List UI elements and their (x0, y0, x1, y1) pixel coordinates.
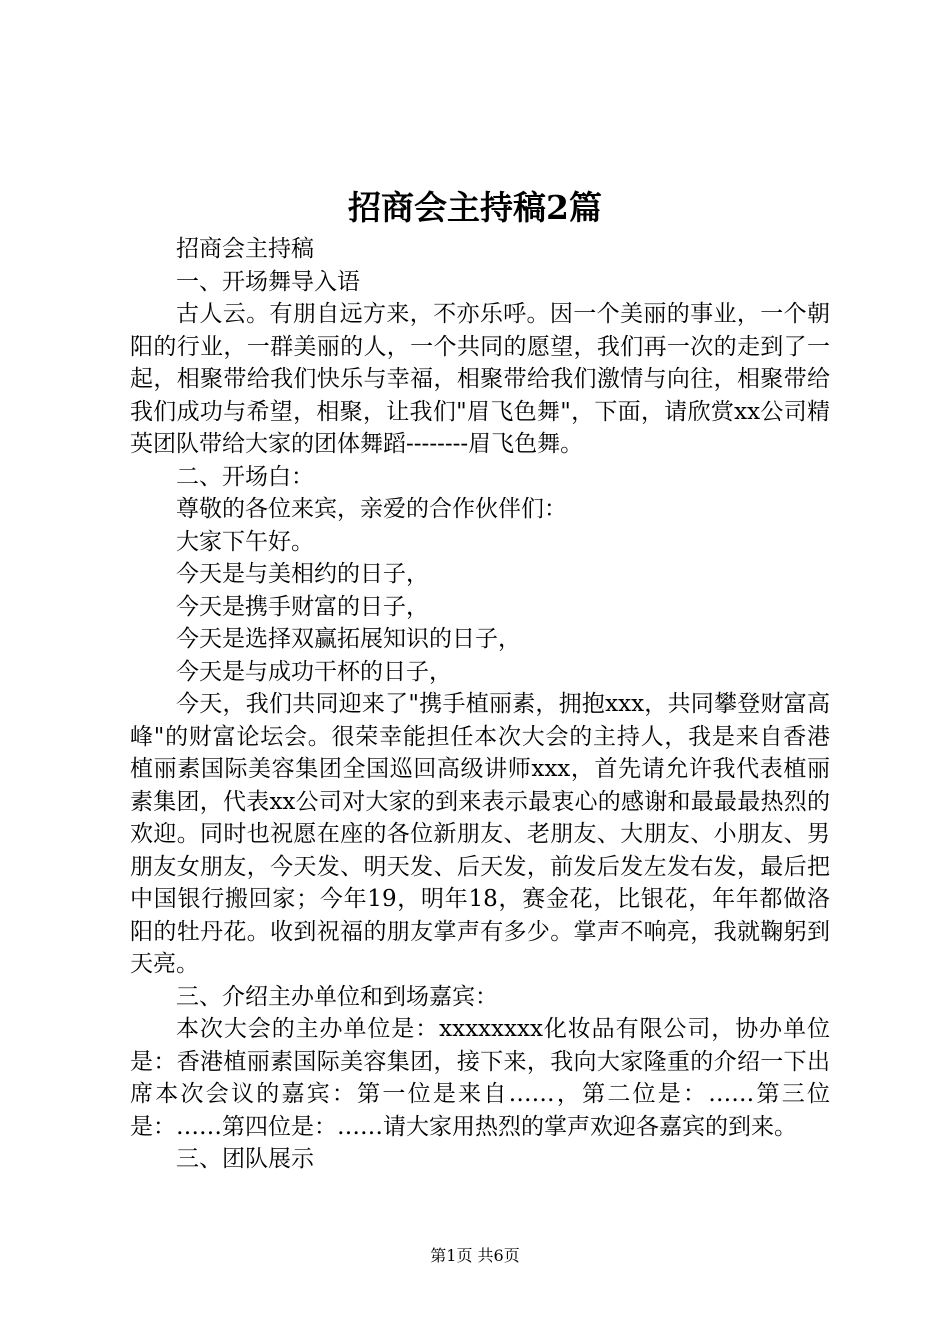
paragraph-organizers: 本次大会的主办单位是：xxxxxxxx化妆品有限公司，协办单位是：香港植丽素国际美容集团，接下来，我向大家隆重的介绍一下出席本次会议的嘉宾：第一位是来自……，第二位是：……第三位是：……第四位是：……请大家用热烈的掌声欢迎各嘉宾的到来。 (130, 1016, 830, 1140)
paragraph-subtitle: 招商会主持稿 (176, 236, 314, 262)
paragraph-today-2: 今天是携手财富的日子， (176, 593, 429, 620)
page-footer: 第1页 共6页 (430, 1246, 520, 1265)
paragraph-forum-intro: 今天，我们共同迎来了"携手植丽素，拥抱xxx，共同攀登财富高峰"的财富论坛会。很荣幸能担任本次大会的主持人，我是来自香港植丽素国际美容集团全国巡回高级讲师xxx，首先请允许我代表植丽素集团，代表xx公司对大家的到来表示最衷心的感谢和最最最热烈的欢迎。同时也祝愿在座的各位新朋友、老朋友、大朋友、小朋友、男朋友女朋友，今天发、明天发、后天发，前发后发左发右发，最后把中国银行搬回家；今年19，明年18，赛金花，比银花，年年都做洛阳的牡丹花。收到祝福的朋友掌声有多少。掌声不响亮，我就鞠躬到天亮。 (130, 691, 830, 977)
paragraph-greeting: 尊敬的各位来宾，亲爱的合作伙伴们： (176, 496, 567, 522)
paragraph-good-afternoon: 大家下午好。 (176, 528, 314, 555)
document-title: 招商会主持稿2篇 (348, 188, 602, 227)
section-heading-opening-remarks: 二、开场白： (176, 463, 314, 490)
section-heading-opening-dance: 一、开场舞导入语 (176, 268, 360, 295)
section-heading-team-show: 三、团队展示 (176, 1146, 314, 1172)
section-heading-organizers: 三、介绍主办单位和到场嘉宾： (176, 983, 498, 1010)
paragraph-opening-dance: 古人云。有朋自远方来，不亦乐呼。因一个美丽的事业，一个朝阳的行业，一群美丽的人，一个共同的愿望，我们再一次的走到了一起，相聚带给我们快乐与幸福，相聚带给我们激情与向往，相聚带给我们成功与希望，相聚，让我们"眉飞色舞"，下面，请欣赏xx公司精英团队带给大家的团体舞蹈--------眉飞色舞。 (130, 301, 830, 457)
paragraph-today-4: 今天是与成功干杯的日子， (176, 658, 452, 685)
paragraph-today-1: 今天是与美相约的日子， (176, 561, 429, 587)
document-body (130, 233, 830, 1176)
paragraph-today-3: 今天是选择双赢拓展知识的日子， (176, 626, 521, 652)
